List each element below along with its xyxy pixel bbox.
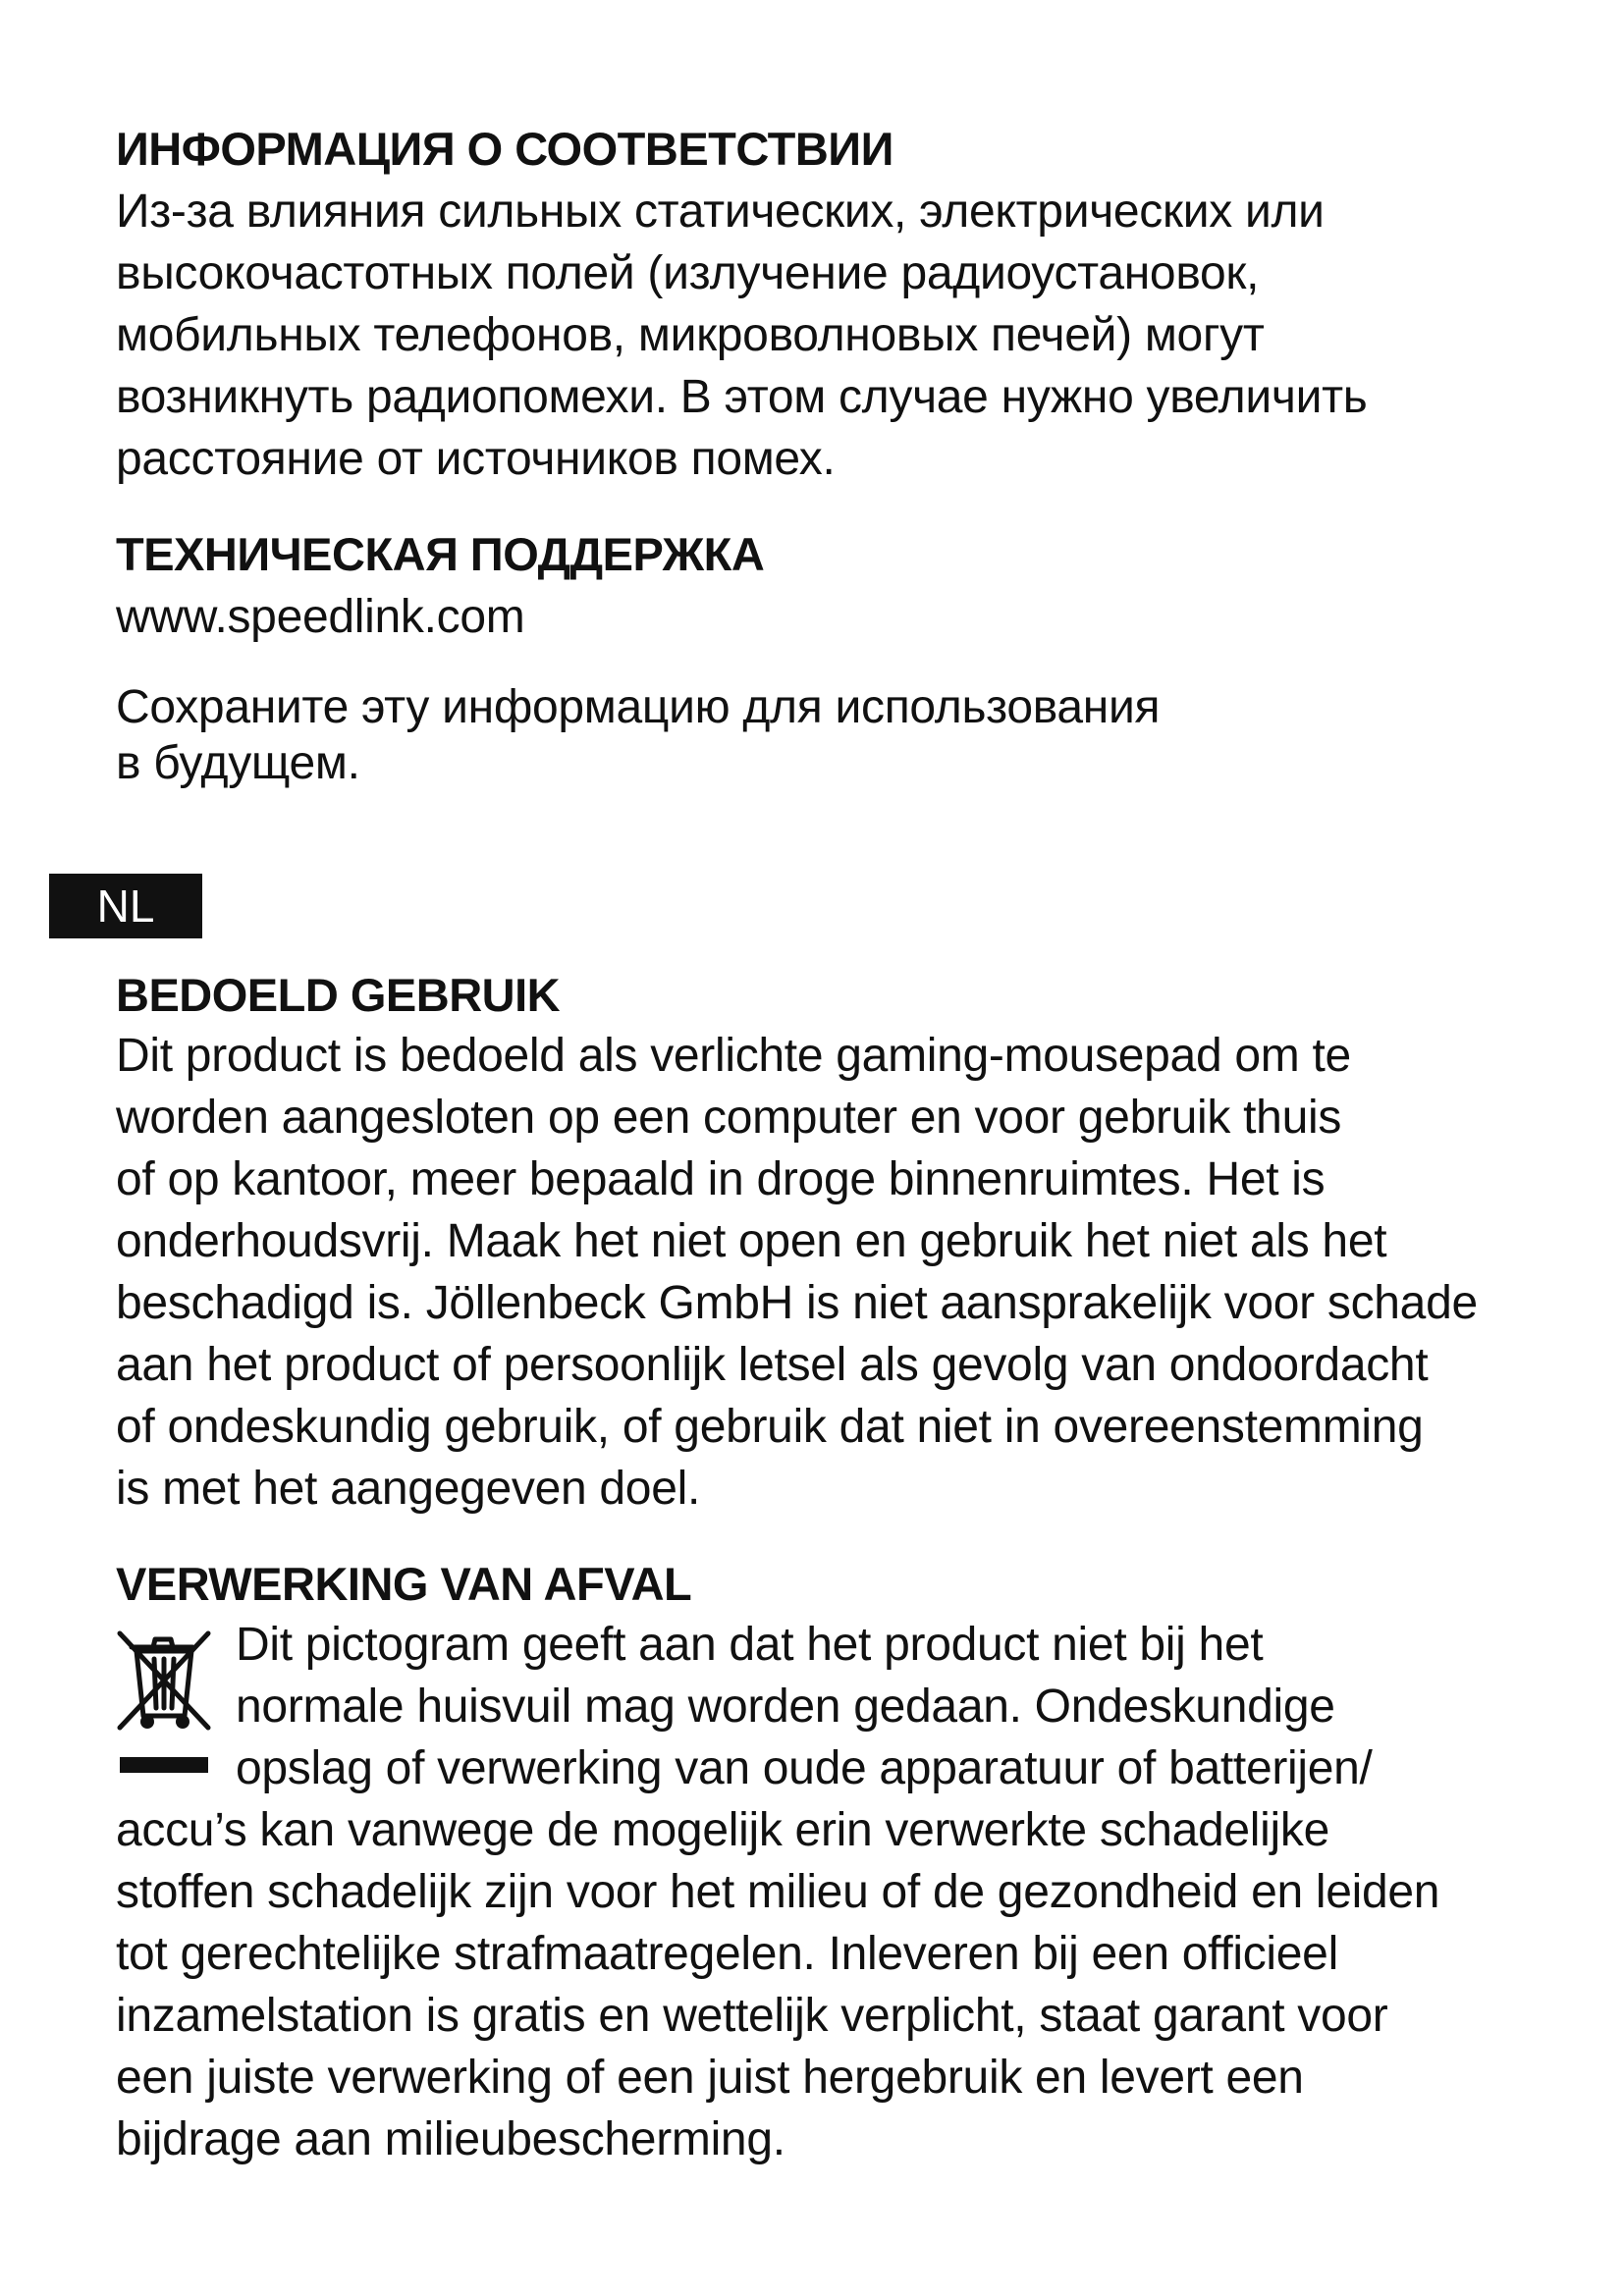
text-line: мобильных телефонов, микроволновых печей) могут bbox=[116, 309, 1265, 361]
text-line: inzamelstation is gratis en wettelijk verplicht, staat garant voor bbox=[116, 1990, 1388, 2042]
text-line: is met het aangegeven doel. bbox=[116, 1463, 700, 1515]
text-line: Dit product is bedoeld als verlichte gaming-mousepad om te bbox=[116, 1030, 1351, 1082]
nl-intended-use-heading: BEDOELD GEBRUIK bbox=[116, 969, 561, 1021]
nl-disposal-paragraph bbox=[116, 1799, 1530, 2170]
text-line: stoffen schadelijk zijn voor het milieu of de gezondheid en leiden bbox=[116, 1866, 1440, 1918]
text-line: normale huisvuil mag worden gedaan. Ondeskundige bbox=[236, 1681, 1335, 1733]
nl-intended-use-paragraph bbox=[116, 1025, 1530, 1520]
support-url-text: www.speedlink.com bbox=[116, 591, 525, 643]
text-line: Dit pictogram geeft aan dat het product niet bij het bbox=[236, 1619, 1264, 1671]
nl-disposal-indented-paragraph bbox=[116, 1614, 1530, 1799]
ru-support-heading: ТЕХНИЧЕСКАЯ ПОДДЕРЖКА bbox=[116, 528, 765, 580]
text-line: beschadigd is. Jöllenbeck GmbH is niet aansprakelijk voor schade bbox=[116, 1277, 1478, 1329]
text-line: worden aangesloten op een computer en voor gebruik thuis bbox=[116, 1092, 1342, 1144]
nl-disposal-heading: VERWERKING VAN AFVAL bbox=[116, 1558, 692, 1610]
text-line: возникнуть радиопомехи. В этом случае нужно увеличить bbox=[116, 371, 1368, 423]
support-url bbox=[116, 586, 1530, 648]
text-line: een juiste verwerking of een juist hergebruik en levert een bbox=[116, 2052, 1304, 2104]
ru-compliance-paragraph bbox=[116, 181, 1530, 490]
text-line: aan het product of persoonlijk letsel als gevolg van ondoordacht bbox=[116, 1339, 1429, 1391]
text-line: расстояние от источников помех. bbox=[116, 433, 836, 485]
text-line: в будущем. bbox=[116, 737, 360, 789]
text-line: Из-за влияния сильных статических, электрических или bbox=[116, 186, 1325, 238]
text-line: onderhoudsvrij. Maak het niet open en gebruik het niet als het bbox=[116, 1215, 1387, 1267]
text-line: высокочастотных полей (излучение радиоустановок, bbox=[116, 247, 1260, 299]
text-line: tot gerechtelijke strafmaatregelen. Inleveren bij een officieel bbox=[116, 1928, 1338, 1980]
ru-support-section bbox=[116, 525, 1530, 791]
text-line: of op kantoor, meer bepaald in droge binnenruimtes. Het is bbox=[116, 1153, 1326, 1205]
nl-disposal-section bbox=[116, 1555, 1530, 2170]
text-line: Сохраните эту информацию для использования bbox=[116, 681, 1161, 733]
text-line: opslag of verwerking van oude apparatuur of batterijen/ bbox=[236, 1742, 1373, 1794]
text-line: bijdrage aan milieubescherming. bbox=[116, 2113, 785, 2165]
ru-keep-info-paragraph bbox=[116, 679, 1530, 791]
language-tab-nl: NL bbox=[49, 874, 202, 938]
ru-compliance-heading: ИНФОРМАЦИЯ О СООТВЕТСТВИИ bbox=[116, 123, 893, 175]
text-line: accu’s kan vanwege de mogelijk erin verwerkte schadelijke bbox=[116, 1804, 1329, 1856]
text-line: of ondeskundig gebruik, of gebruik dat niet in overeenstemming bbox=[116, 1401, 1424, 1453]
nl-intended-use-section bbox=[116, 966, 1530, 1520]
crossed-out-bin-icon bbox=[110, 1622, 220, 1779]
ru-compliance-section bbox=[116, 120, 1530, 490]
